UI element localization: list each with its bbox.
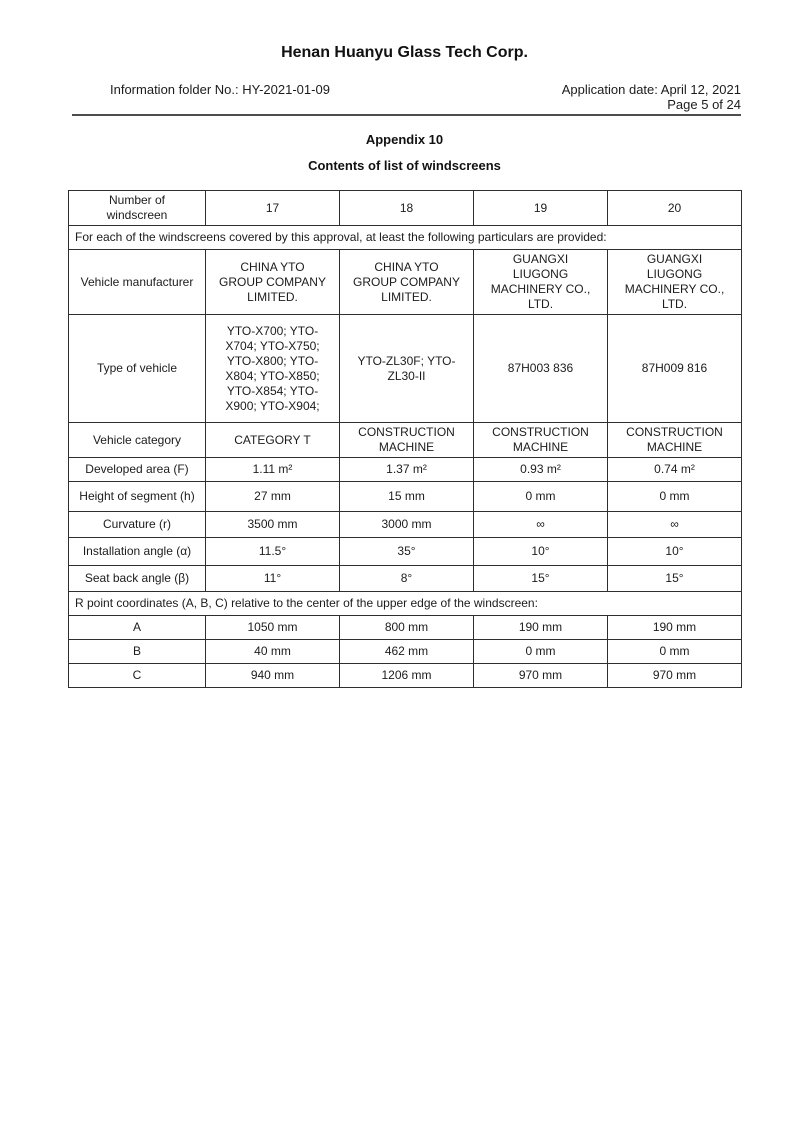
- appendix-heading: Appendix 10: [365, 132, 444, 147]
- row-label-developed-area: Developed area (F): [69, 458, 206, 482]
- developed-area-17: 1.11 m²: [206, 458, 340, 482]
- table-row-coordinate-a: [69, 616, 742, 640]
- windscreen-number-20: 20: [608, 191, 742, 226]
- row-label-coordinate-c: C: [69, 664, 206, 688]
- curvature-17: 3500 mm: [206, 512, 340, 538]
- vehicle-manufacturer-18: CHINA YTO GROUP COMPANY LIMITED.: [340, 250, 474, 315]
- curvature-18: 3000 mm: [340, 512, 474, 538]
- row-label-type-of-vehicle: Type of vehicle: [69, 315, 206, 423]
- vehicle-manufacturer-19: GUANGXI LIUGONG MACHINERY CO., LTD.: [474, 250, 608, 315]
- table-row-coordinate-c: [69, 664, 742, 688]
- vehicle-category-20: CONSTRUCTION MACHINE: [608, 423, 742, 458]
- table-row-vehicle-manufacturer: [69, 250, 742, 315]
- height-of-segment-20: 0 mm: [608, 482, 742, 512]
- seat-back-angle-20: 15°: [608, 566, 742, 592]
- table-row-coordinate-b: [69, 640, 742, 664]
- table-row-vehicle-category: [69, 423, 742, 458]
- row-label-curvature: Curvature (r): [69, 512, 206, 538]
- vehicle-category-19: CONSTRUCTION MACHINE: [474, 423, 608, 458]
- table-row-r-point-note: [69, 592, 742, 616]
- coordinate-c-17: 940 mm: [206, 664, 340, 688]
- developed-area-19: 0.93 m²: [474, 458, 608, 482]
- height-of-segment-17: 27 mm: [206, 482, 340, 512]
- vehicle-manufacturer-17: CHINA YTO GROUP COMPANY LIMITED.: [206, 250, 340, 315]
- height-of-segment-19: 0 mm: [474, 482, 608, 512]
- table-row-type-of-vehicle: [69, 315, 742, 423]
- vehicle-manufacturer-20: GUANGXI LIUGONG MACHINERY CO., LTD.: [608, 250, 742, 315]
- coordinate-b-19: 0 mm: [474, 640, 608, 664]
- installation-angle-18: 35°: [340, 538, 474, 566]
- windscreen-number-17: 17: [206, 191, 340, 226]
- approval-note: For each of the windscreens covered by this approval, at least the following particulars are provided:: [69, 226, 742, 250]
- coordinate-b-18: 462 mm: [340, 640, 474, 664]
- type-of-vehicle-17: YTO-X700; YTO-X704; YTO-X750; YTO-X800; YTO-X804; YTO-X850; YTO-X854; YTO-X900; YTO-X904;: [206, 315, 340, 423]
- installation-angle-20: 10°: [608, 538, 742, 566]
- table-row-installation-angle: [69, 538, 742, 566]
- row-label-number-of-windscreen: Number of windscreen: [69, 191, 206, 226]
- row-label-height-of-segment: Height of segment (h): [69, 482, 206, 512]
- developed-area-18: 1.37 m²: [340, 458, 474, 482]
- header-divider: [72, 114, 741, 116]
- vehicle-category-17: CATEGORY T: [206, 423, 340, 458]
- row-label-seat-back-angle: Seat back angle (β): [69, 566, 206, 592]
- developed-area-20: 0.74 m²: [608, 458, 742, 482]
- row-label-coordinate-b: B: [69, 640, 206, 664]
- row-label-vehicle-manufacturer: Vehicle manufacturer: [69, 250, 206, 315]
- coordinate-a-20: 190 mm: [608, 616, 742, 640]
- curvature-20: ∞: [608, 512, 742, 538]
- row-label-coordinate-a: A: [69, 616, 206, 640]
- header-meta: [68, 82, 741, 97]
- table-row-note: [69, 226, 742, 250]
- table-row-curvature: [69, 512, 742, 538]
- coordinate-b-17: 40 mm: [206, 640, 340, 664]
- coordinate-c-18: 1206 mm: [340, 664, 474, 688]
- page-title: Henan Huanyu Glass Tech Corp.: [281, 44, 528, 61]
- height-of-segment-18: 15 mm: [340, 482, 474, 512]
- seat-back-angle-17: 11°: [206, 566, 340, 592]
- info-folder-number: Information folder No.: HY-2021-01-09: [110, 82, 330, 97]
- seat-back-angle-18: 8°: [340, 566, 474, 592]
- row-label-vehicle-category: Vehicle category: [69, 423, 206, 458]
- windscreen-number-18: 18: [340, 191, 474, 226]
- coordinate-b-20: 0 mm: [608, 640, 742, 664]
- type-of-vehicle-19: 87H003 836: [474, 315, 608, 423]
- type-of-vehicle-18: YTO-ZL30F; YTO-ZL30-II: [340, 315, 474, 423]
- table-row-height-of-segment: [69, 482, 742, 512]
- vehicle-category-18: CONSTRUCTION MACHINE: [340, 423, 474, 458]
- windscreen-number-19: 19: [474, 191, 608, 226]
- table-row-number-of-windscreen: [69, 191, 742, 226]
- installation-angle-19: 10°: [474, 538, 608, 566]
- table-title: Contents of list of windscreens: [308, 158, 501, 173]
- type-of-vehicle-20: 87H009 816: [608, 315, 742, 423]
- coordinate-a-18: 800 mm: [340, 616, 474, 640]
- application-date: Application date: April 12, 2021: [561, 82, 741, 97]
- table-row-seat-back-angle: [69, 566, 742, 592]
- coordinate-c-19: 970 mm: [474, 664, 608, 688]
- seat-back-angle-19: 15°: [474, 566, 608, 592]
- windscreen-table: [68, 190, 742, 688]
- r-point-note: R point coordinates (A, B, C) relative to the center of the upper edge of the windscreen:: [69, 592, 742, 616]
- coordinate-c-20: 970 mm: [608, 664, 742, 688]
- installation-angle-17: 11.5°: [206, 538, 340, 566]
- coordinate-a-19: 190 mm: [474, 616, 608, 640]
- row-label-installation-angle: Installation angle (α): [69, 538, 206, 566]
- table-row-developed-area: [69, 458, 742, 482]
- coordinate-a-17: 1050 mm: [206, 616, 340, 640]
- page-number: Page 5 of 24: [667, 97, 741, 112]
- curvature-19: ∞: [474, 512, 608, 538]
